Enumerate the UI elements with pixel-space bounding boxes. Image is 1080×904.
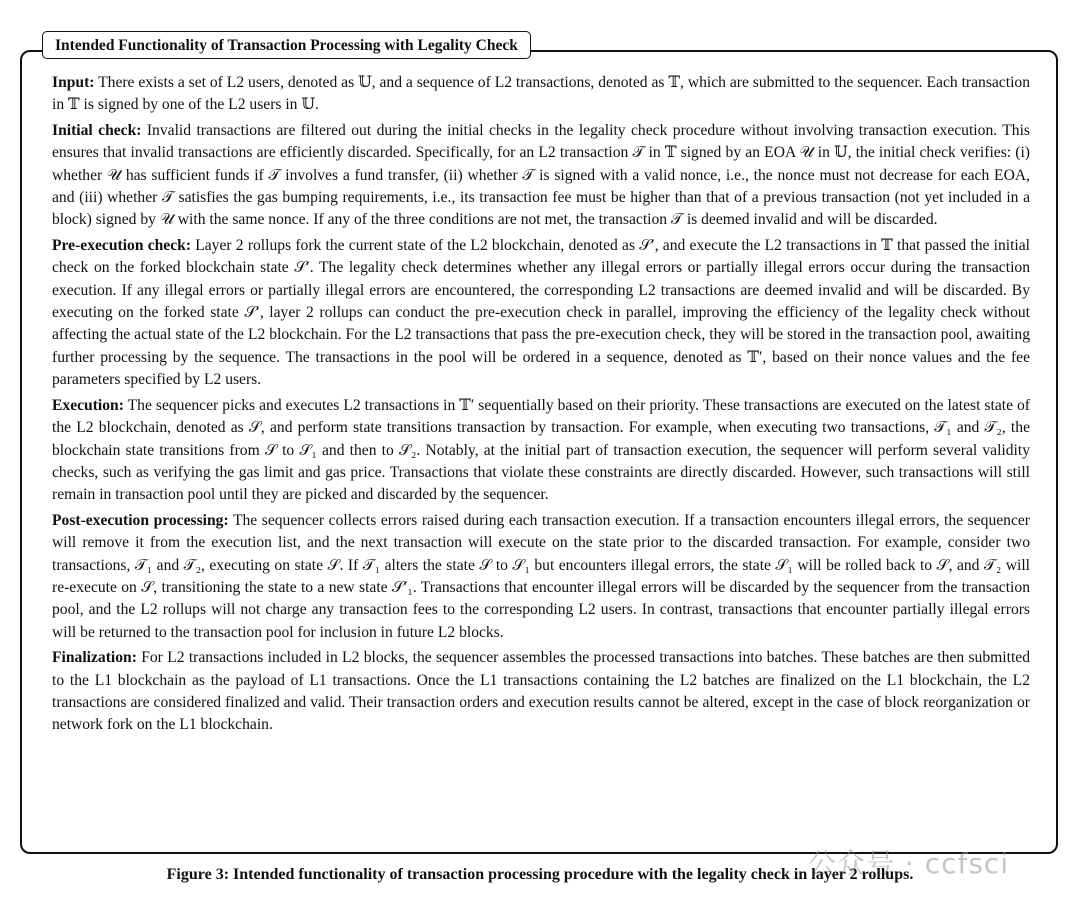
section-initial-check [52, 120, 1030, 232]
section-label: Initial check: [52, 121, 142, 139]
box-title: Intended Functionality of Transaction Processing with Legality Check [42, 31, 531, 59]
section-pre-execution-check [52, 235, 1030, 392]
section-input [52, 72, 1030, 117]
section-label: Pre-execution check: [52, 236, 192, 254]
section-label: Finalization: [52, 649, 137, 667]
section-text: The sequencer collects errors raised during each transaction execution. If a transaction encounters illegal errors, the sequencer will remove it from the execution list, and the next transaction will execute on the state prior to the discarded transaction. For example, consider two transactions, 𝒯₁ and 𝒯₂, executing on state 𝒮. If 𝒯₁ alters the state 𝒮 to 𝒮₁ but encounters illegal errors, the state 𝒮₁ will be rolled back to 𝒮, and 𝒯₂ will re-execute on 𝒮, transitioning the state to a new state 𝒮′₁. Transactions that encounter illegal errors will be discarded by the sequencer from the transaction pool, and the L2 rollups will not charge any transaction fees to the corresponding L2 users. In contrast, transactions that encounter partially illegal errors will be returned to the transaction pool for inclusion in future L2 blocks. [52, 511, 1030, 641]
section-label: Post-execution processing: [52, 511, 229, 529]
section-execution [52, 395, 1030, 507]
watermark: 公众号 · ccfsci [808, 847, 1010, 880]
section-text: Invalid transactions are filtered out during the initial checks in the legality check procedure without involving transaction execution. This ensures that invalid transactions are efficiently discarded. Specifically, for an L2 transaction 𝒯 in 𝕋 signed by an EOA 𝒰 in 𝕌, the initial check verifies: (i) whether 𝒰 has sufficient funds if 𝒯 involves a fund transfer, (ii) whether 𝒯 is signed with a valid nonce, i.e., the nonce must not decrease for each EOA, and (iii) whether 𝒯 satisfies the gas bumping requirements, i.e., its transaction fee must be higher than that of a previous transaction (not yet included in a block) signed by 𝒰 with the same nonce. If any of the three conditions are not met, the transaction 𝒯 is deemed invalid and will be discarded. [52, 121, 1030, 229]
section-text: Layer 2 rollups fork the current state of the L2 blockchain, denoted as 𝒮′, and execute the L2 transactions in 𝕋 that passed the initial check on the forked blockchain state 𝒮′. The legality check determines whether any illegal errors or partially illegal errors occur during the transaction execution. If any illegal errors or partially illegal errors are encountered, the corresponding L2 transactions are deemed invalid and will be discarded. By executing on the forked state 𝒮′, layer 2 rollups can conduct the pre-execution check in parallel, improving the efficiency of the legality check without affecting the actual state of the L2 blockchain. For the L2 transactions that pass the pre-execution check, they will be stored in the transaction pool, awaiting further processing by the sequence. The transactions in the pool will be ordered in a sequence, denoted as 𝕋′, based on their nonce values and the fee parameters specified by L2 users. [52, 236, 1030, 389]
section-post-execution [52, 510, 1030, 644]
section-label: Execution: [52, 396, 124, 414]
section-label: Input: [52, 74, 95, 91]
section-text: For L2 transactions included in L2 blocks, the sequencer assembles the processed transactions into batches. These batches are then submitted to the L1 blockchain as the payload of L1 transactions. Once the L1 transactions containing the L2 batches are finalized on the L1 blockchain, the L2 transactions are considered finalized and valid. Their transaction orders and execution results cannot be altered, except in the case of block reorganization or network fork on the L1 blockchain. [52, 649, 1030, 734]
figure-caption: Figure 3: Intended functionality of transaction processing procedure with the legality check in layer 2 rollups. [166, 866, 914, 883]
section-text: There exists a set of L2 users, denoted as 𝕌, and a sequence of L2 transactions, denoted as 𝕋, which are submitted to the sequencer. Each transaction in 𝕋 is signed by one of the L2 users in 𝕌. [52, 74, 1030, 114]
box-content [52, 72, 1030, 740]
section-finalization [52, 647, 1030, 737]
section-text: The sequencer picks and executes L2 transactions in 𝕋′ sequentially based on their priority. These transactions are executed on the latest state of the L2 blockchain, denoted as 𝒮, and perform state transitions transaction by transaction. For example, when executing two transactions, 𝒯₁ and 𝒯₂, the blockchain state transitions from 𝒮 to 𝒮₁ and then to 𝒮₂. Notably, at the initial part of transaction execution, the sequencer will perform several validity checks, such as verifying the gas limit and gas price. Transactions that violate these constraints are directly discarded. However, such transactions will still remain in transaction pool until they are picked and discarded by the sequencer. [52, 396, 1030, 504]
